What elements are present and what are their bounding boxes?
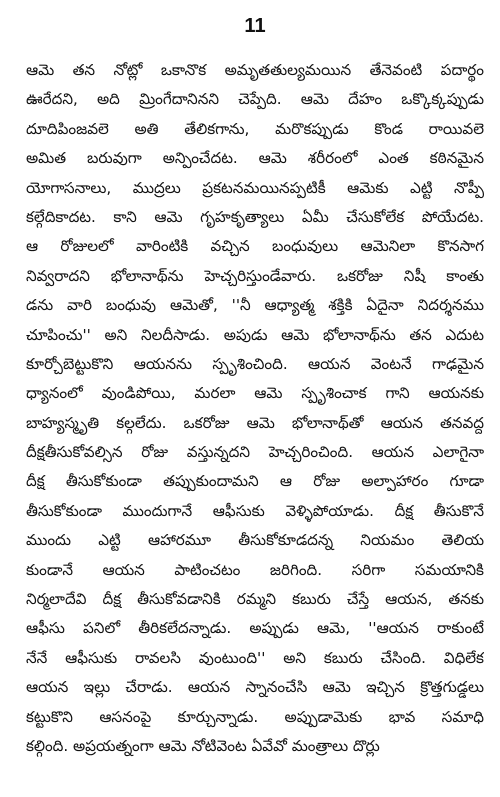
text-line: దీక్షతీసుకోవల్సిన రోజు వస్తున్నదని హెచ్చరించింది. ఆయన ఎలాగైనా — [26, 443, 484, 462]
text-line: డను వారి బంధువు ఆమెతో, ''నీ ఆధ్యాత్మ శక్తికి ఏదైనా నిదర్శనము — [26, 296, 484, 315]
text-line: ఆ రోజులలో వారింటికి వచ్చిన బంధువులు ఆమెనిలా కొనసాగ — [26, 237, 484, 256]
text-line: దీక్ష తీసుకోకుండా తప్పుకుందామని ఆ రోజు అల్పాహారం గూడా — [26, 472, 484, 491]
text-line: ముందు ఎట్టి ఆహారమూ తీసుకోకూడదన్న నియమం తెలియ — [26, 531, 484, 550]
text-line: నేనే ఆఫీసుకు రావలసి వుంటుంది'' అని కబురు చేసింది. విధిలేక — [26, 648, 484, 667]
text-line: కట్టుకొని ఆసనంపై కూర్చున్నాడు. అప్పుడామెకు భావ సమాధి — [26, 707, 484, 726]
text-line: కల్గేదికాదట. కాని ఆమె గృహకృత్యాలు ఏమీ చేసుకోలేక పోయేదట. — [26, 207, 484, 226]
page-number: 11 — [244, 15, 266, 37]
text-line: దూదిపింజవలె అతి తేలికగాను, మరొకప్పుడు కొండ రాయివలె — [26, 119, 484, 138]
text-line: ఊరేదని, అది మ్రింగేదానినని చెప్పేది. ఆమె దేహం ఒక్కొక్కప్పుడు — [26, 90, 484, 109]
text-line: అమిత బరువుగా అన్పించేదట. ఆమె శరీరంలో ఎంత కఠినమైన — [26, 149, 484, 168]
text-line: ఆఫీసు పనిలో తీరికలేదన్నాడు. అప్పుడు ఆమె, ''ఆయన రాకుంటే — [26, 619, 484, 638]
body-text — [26, 56, 484, 761]
text-line: నిర్మలాదేవి దీక్ష తీసుకోవడానికి రమ్మని కబురు చేస్తే ఆయన, తనకు — [26, 590, 484, 609]
text-line: తీసుకోకుండా ముందుగానే ఆఫీసుకు వెళ్ళిపోయాడు. దీక్ష తీసుకొనే — [26, 501, 484, 520]
text-line: బాహ్యస్మృతి కల్గలేదు. ఒకరోజు ఆమె భోలానాథ్‌తో ఆయన తనవద్ద — [26, 413, 484, 432]
text-line: ధ్యానంలో వుండిపోయి, మరలా ఆమె స్పృశించాక గాని ఆయనకు — [26, 384, 484, 403]
text-line: యోగాసనాలు, ముద్రలు ప్రకటనమయినప్పటికీ ఆమెకు ఎట్టి నొప్పీ — [26, 178, 484, 197]
text-line: కూర్చోబెట్టుకొని ఆయనను స్పృశించింది. ఆయన వెంటనే గాఢమైన — [26, 354, 484, 373]
text-line: కుండానే ఆయన పాటించటం జరిగింది. సరిగా సమయానికి — [26, 560, 484, 579]
text-line: ఆయన ఇల్లు చేరాడు. ఆయన స్నానంచేసి ఆమె ఇచ్చిన క్రొత్తగుడ్డలు — [26, 678, 484, 697]
text-line: చూపించు'' అని నిలదీసాడు. అపుడు ఆమె భోలానాథ్‌ను తన ఎదుట — [26, 325, 484, 344]
text-line: ఆమె తన నోట్లో ఒకానొక అమృతతుల్యమయిన తేనెవంటి పదార్థం — [26, 61, 484, 79]
text-line: నివ్వరాదని భోలానాథ్‌ను హెచ్చరిస్తుండేవారు. ఒకరోజు నిషీ కాంతు — [26, 266, 484, 285]
text-line: కల్గింది. అప్రయత్నంగా ఆమె నోటివెంట ఏవేవో మంత్రాలు దొర్లు — [26, 736, 380, 755]
